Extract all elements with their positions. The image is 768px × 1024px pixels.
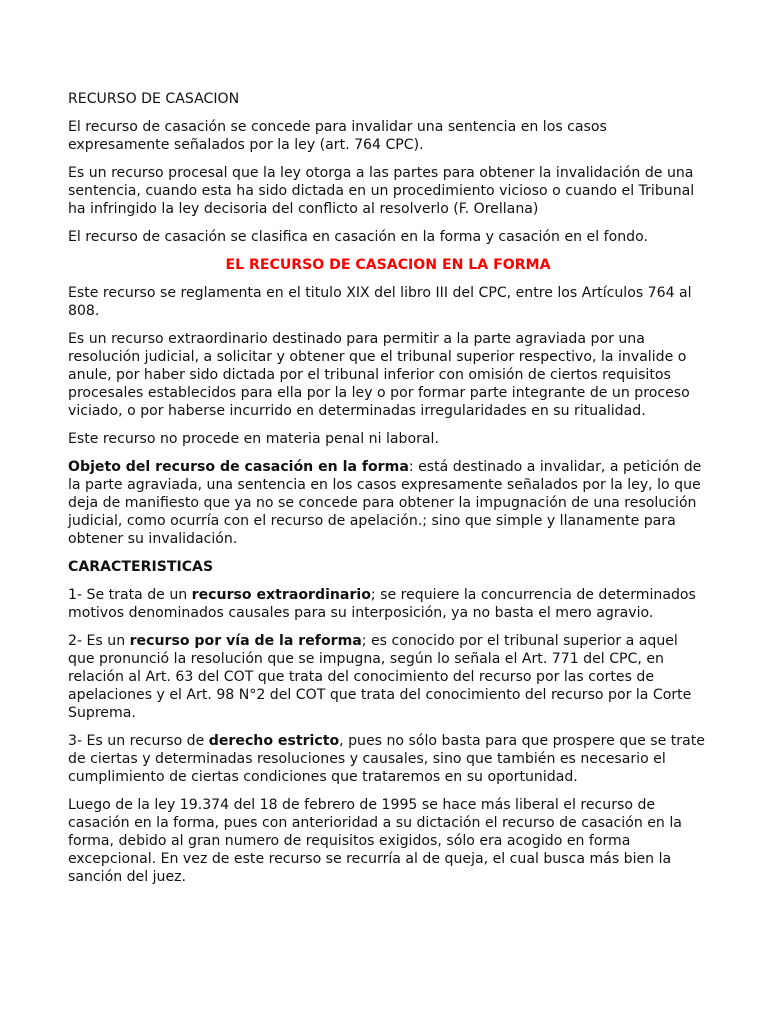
characteristic-3: 3- Es un recurso de derecho estricto, pues no sólo basta para que prospere que se trate de ciertas y determinadas resoluciones y causales, sino que también es necesario el cumplimiento de ciertas condiciones que trataremos en su oportunidad. (68, 733, 705, 785)
paragraph-8: Luego de la ley 19.374 del 18 de febrero de 1995 se hace más liberal el recurso de casación en la forma, pues con anterioridad a su dictación el recurso de casación en la forma, debido al gran numero de requisitos exigidos, sólo era acogido en forma excepcional. En vez de este recurso se recurría al de queja, el cual busca más bien la sanción del juez. (68, 797, 682, 885)
paragraph-4: Este recurso se reglamenta en el titulo XIX del libro III del CPC, entre los Artículos 764 al 808. (68, 285, 692, 319)
paragraph-3: El recurso de casación se clasifica en casación en la forma y casación en el fondo. (68, 229, 648, 245)
section-heading: EL RECURSO DE CASACION EN LA FORMA (225, 257, 551, 273)
paragraph-1: El recurso de casación se concede para invalidar una sentencia en los casos expresamente señalados por la ley (art. 764 CPC). (68, 119, 607, 153)
paragraph-7 (68, 458, 708, 548)
characteristics-heading: CARACTERISTICAS (68, 559, 214, 575)
paragraph-6: Este recurso no procede en materia penal ni laboral. (68, 431, 439, 447)
paragraph-2: Es un recurso procesal que la ley otorga a las partes para obtener la invalidación de una sentencia, cuando esta ha sido dictada en un procedimiento vicioso o cuando el Tribunal ha infringido la ley decisoria del conflicto al resolverlo (F. Orellana) (68, 165, 695, 217)
object-label: Objeto del recurso de casación en la forma (68, 459, 409, 475)
object-text: : está destinado a invalidar, a petición de la parte agraviada, una sentencia en los casos expresamente señalados por la ley, lo que deja de manifiesto que ya no se concede para obtener la impugnación de una resolución judicial, como ocurría con el recurso de apelación.; sino que simple y llanamente para obtener su invalidación. (68, 459, 702, 547)
characteristic-1: 1- Se trata de un recurso extraordinario; se requiere la concurrencia de determinados motivos denominados causales para su interposición, ya no basta el mero agravio. (68, 587, 696, 621)
paragraph-5: Es un recurso extraordinario destinado para permitir a la parte agraviada por una resolución judicial, a solicitar y obtener que el tribunal superior respectivo, la invalide o anule, por haber sido dictada por el tribunal inferior con omisión de ciertos requisitos procesales establecidos para ella por la ley o por formar parte integrante de un proceso viciado, o por haberse incurrido en determinadas irregularidades en su ritualidad. (68, 331, 690, 419)
document-page (68, 90, 708, 896)
document-title: RECURSO DE CASACION (68, 91, 240, 107)
characteristic-2: 2- Es un recurso por vía de la reforma; es conocido por el tribunal superior a aquel que pronunció la resolución que se impugna, según lo señala el Art. 771 del CPC, en relación al Art. 63 del COT que trata del conocimiento del recurso por las cortes de apelaciones y el Art. 98 N°2 del COT que trata del conocimiento del recurso por la Corte Suprema. (68, 633, 692, 721)
